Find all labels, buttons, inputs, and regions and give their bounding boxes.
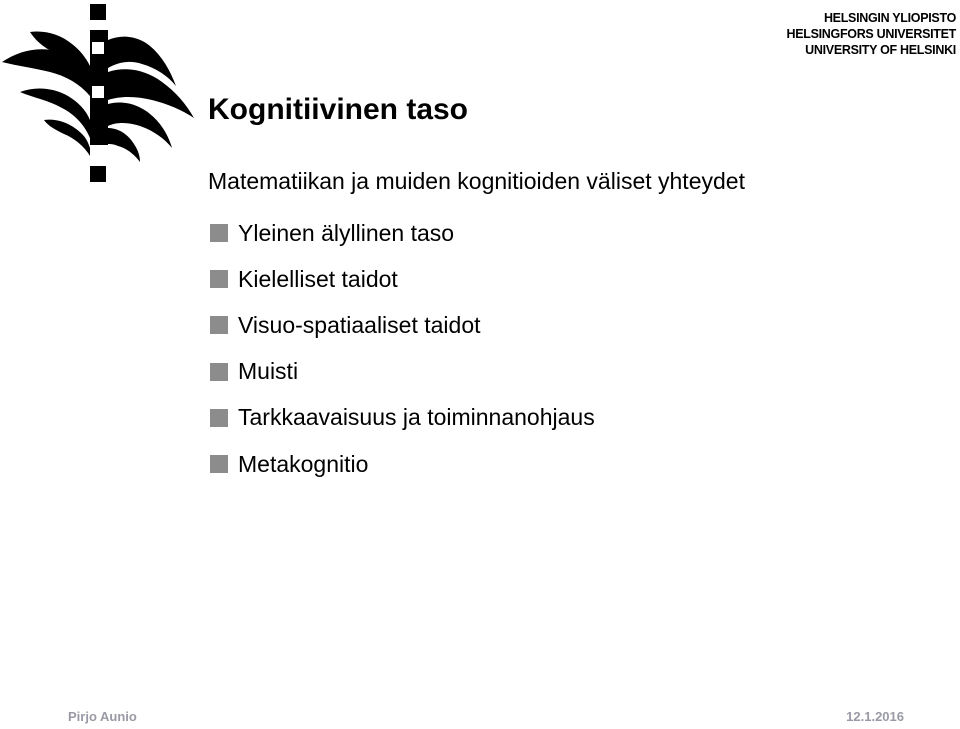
- university-logo-icon: [0, 0, 200, 190]
- list-item-text: Kielelliset taidot: [238, 265, 398, 292]
- list-item: [210, 256, 595, 302]
- list-item: [210, 441, 595, 487]
- university-name: [786, 10, 956, 58]
- square-bullet-icon: [210, 224, 228, 242]
- university-name-en: UNIVERSITY OF HELSINKI: [805, 43, 956, 57]
- list-item-text: Visuo-spatiaaliset taidot: [238, 311, 481, 338]
- university-name-sv: HELSINGFORS UNIVERSITET: [786, 27, 956, 41]
- footer-date: 12.1.2016: [846, 709, 904, 724]
- list-item: [210, 302, 595, 348]
- footer-author: Pirjo Aunio: [68, 709, 137, 724]
- list-item: [210, 210, 595, 256]
- square-bullet-icon: [210, 455, 228, 473]
- list-item-text: Yleinen älyllinen taso: [238, 219, 455, 246]
- list-item: [210, 395, 595, 441]
- list-item-text: Metakognitio: [238, 450, 369, 477]
- square-bullet-icon: [210, 363, 228, 381]
- bullet-list: [210, 210, 595, 487]
- list-item: [210, 349, 595, 395]
- slide-subheading: Matematiikan ja muiden kognitioiden väliset yhteydet: [208, 168, 745, 194]
- slide-title: Kognitiivinen taso: [208, 93, 469, 126]
- university-name-fi: HELSINGIN YLIOPISTO: [823, 11, 956, 25]
- square-bullet-icon: [210, 316, 228, 334]
- list-item-text: Muisti: [238, 358, 299, 385]
- list-item-text: Tarkkaavaisuus ja toiminnanohjaus: [238, 404, 595, 431]
- square-bullet-icon: [210, 270, 228, 288]
- square-bullet-icon: [210, 409, 228, 427]
